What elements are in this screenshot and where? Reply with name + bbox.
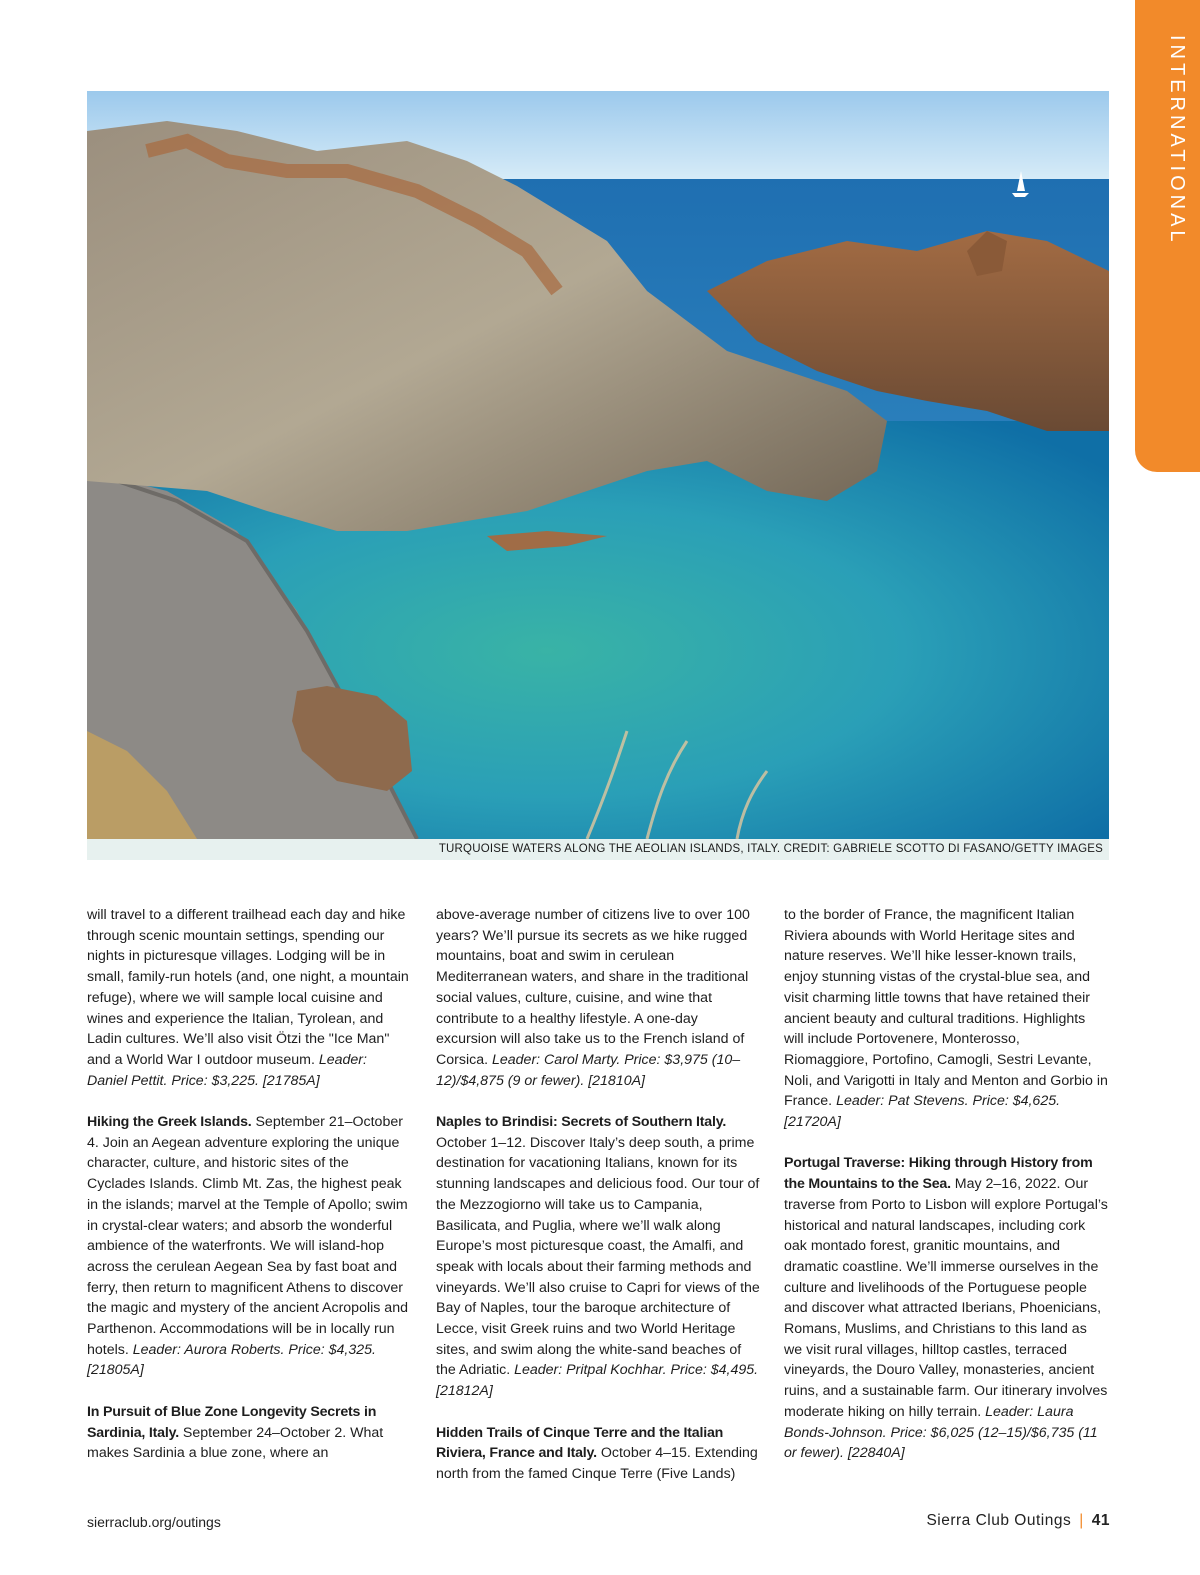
trip-leader-price: Leader: Pat Stevens. Price: $4,625. [21720A] [784,1093,1061,1131]
coastline-illustration [87,91,1109,839]
trip-body: September 21–October 4. Join an Aegean adventure exploring the unique character, culture, and historic sites of the Cyclades Islands. Climb Mt. Zas, the highest peak in the islands; marvel at the Temple of Apollo; swim in crystal-clear waters; and absorb the wonderful ambience of the waterfronts. We will island-hop across the cerulean Aegean Sea by fast boat and ferry, then return to magnificent Athens to discover the magic and mystery of the ancient Acropolis and Parthenon. Accommodations will be in locally run hotels. [87,1114,408,1358]
trip-leader-price: Leader: Pritpal Kochhar. Price: $4,495. [21812A] [436,1362,759,1400]
trip-description [436,1423,760,1485]
trip-description [784,905,1108,1133]
trip-body: September 24–October 2. What makes Sardinia a blue zone, where an [87,1424,384,1462]
trip-leader-price: Leader: Carol Marty. Price: $3,975 (10–12)/$4,875 (9 or fewer). [21810A] [436,1051,741,1089]
photo-caption: TURQUOISE WATERS ALONG THE AEOLIAN ISLANDS, ITALY. CREDIT: GABRIELE SCOTTO DI FASANO/GETTY IMAGES [87,839,1109,860]
trip-description [784,1153,1108,1464]
section-tab-label: INTERNATIONAL [1166,35,1188,246]
trip-leader-price: Leader: Laura Bonds-Johnson. Price: $6,025 (12–15)/$6,735 (11 or fewer). [22840A] [784,1403,1098,1462]
trip-body: October 4–15. Extending north from the famed Cinque Terre (Five Lands) [436,1445,758,1482]
trip-body: to the border of France, the magnificent Italian Riviera abounds with World Heritage sites and nature reserves. We’ll hike lesser-known trails, enjoy stunning vistas of the crystal-blue sea, and visit charming little towns that have retained their ancient beauty and cultural traditions. Highlights will include Portovenere, Monterosso, Riomaggiore, Portofino, Camogli, Sestri Levante, Noli, and Varigotti in Italy and Menton and Gorbio in France. [784,907,1108,1110]
trip-description [436,905,760,1091]
trip-title: Naples to Brindisi: Secrets of Southern Italy. [436,1114,727,1131]
trip-title: Portugal Traverse: Hiking through History from the Mountains to the Sea. [784,1155,1093,1193]
trip-description [87,1112,411,1381]
footer-page-info [926,1512,1110,1530]
text-column-3 [784,905,1108,1485]
trip-body: May 2–16, 2022. Our traverse from Porto to Lisbon will explore Portugal’s historical and natural landscapes, including cork oak montado forest, granitic mountains, and dramatic coastline. We’ll immerse ourselves in the culture and livelihoods of the Portuguese people and discover what attracted Iberians, Phoenicians, Romans, Muslims, and Christians to this land as we visit rural villages, hilltop castles, terraced vineyards, the Douro Valley, monasteries, ancient ruins, and a sustainable farm. Our itinerary involves moderate hiking on hilly terrain. [784,1176,1108,1420]
footer-separator: | [1079,1512,1084,1529]
publication-name: Sierra Club Outings [926,1512,1072,1529]
footer-url: sierraclub.org/outings [87,1514,221,1530]
text-column-1 [87,905,411,1485]
hero-photo [87,91,1109,839]
trip-title: Hiking the Greek Islands. [87,1114,252,1131]
trip-description [436,1112,760,1402]
trip-body: October 1–12. Discover Italy’s deep south, a prime destination for vacationing Italians, known for its stunning landscapes and delicious food. Our tour of the Mezzogiorno will take us to Campania, Basilicata, and Puglia, where we’ll walk along Europe’s most picturesque coast, the Amalfi, and speak with locals about their farming methods and vineyards. We’ll also cruise to Capri for views of the Bay of Naples, tour the baroque architecture of Lecce, visit Greek ruins and two World Heritage sites, and swim along the white-sand beaches of the Adriatic. [436,1134,760,1379]
trip-body: above-average number of citizens live to over 100 years? We’ll pursue its secrets as we hike rugged mountains, boat and swim in cerulean Mediterranean waters, and share in the traditional social values, culture, cuisine, and wine that contribute to a healthy lifestyle. A one-day excursion will also take us to the French island of Corsica. [436,907,750,1068]
trip-leader-price: Leader: Aurora Roberts. Price: $4,325. [21805A] [87,1341,376,1379]
trip-description [87,905,411,1091]
trip-title: Hidden Trails of Cinque Terre and the Italian Riviera, France and Italy. [436,1424,724,1462]
trip-description [87,1402,411,1464]
text-column-2 [436,905,760,1505]
page-number: 41 [1091,1512,1110,1529]
trip-body: will travel to a different trailhead each day and hike through scenic mountain settings, spending our nights in picturesque villages. Lodging will be in small, family-run hotels (and, one night, a mountain refuge), where we will sample local cuisine and wines and experience the Italian, Tyrolean, and Ladin cultures. We’ll also visit Ötzi the "Ice Man" and a World War I outdoor museum. [87,907,409,1068]
trip-leader-price: Leader: Daniel Pettit. Price: $3,225. [21785A] [87,1051,367,1089]
trip-title: In Pursuit of Blue Zone Longevity Secrets in Sardinia, Italy. [87,1403,377,1441]
